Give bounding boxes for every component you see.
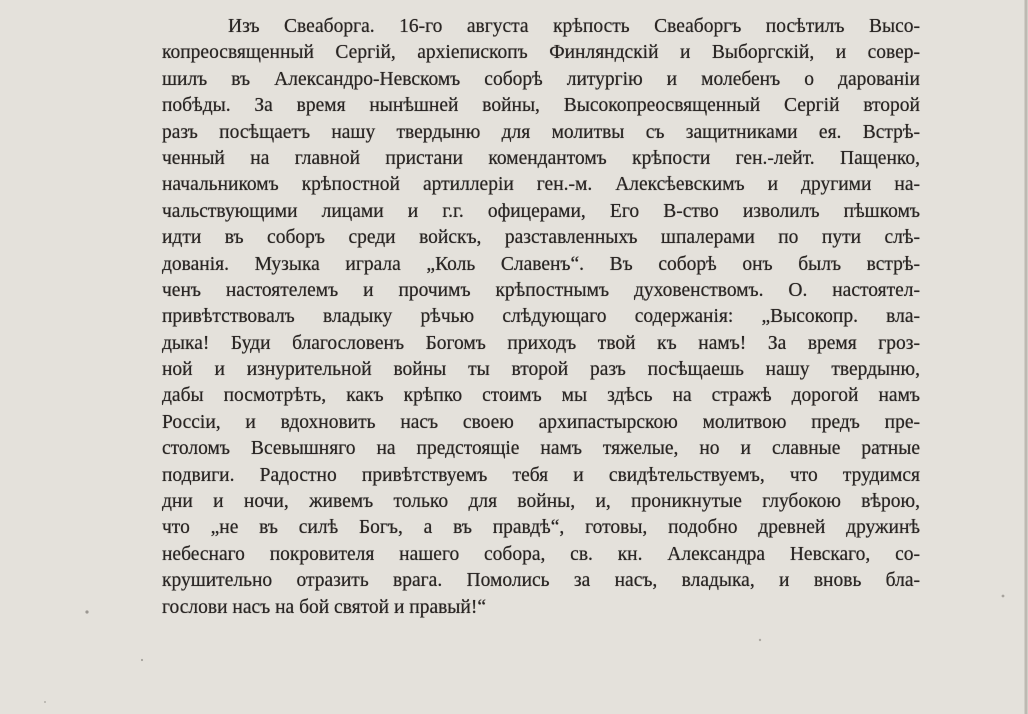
text-line: привѣтствовалъ владыку рѣчью слѣдующаго содержанія: „Высокопр. вла-	[162, 306, 920, 328]
text-line: дыка! Буди благословенъ Богомъ приходъ твой къ намъ! За время гроз-	[162, 332, 920, 354]
text-line: разъ посѣщаетъ нашу твердыню для молитвы съ защитниками ея. Встрѣ-	[162, 121, 920, 143]
article-text	[162, 14, 920, 621]
text-line: копреосвященный Сергій, архіепископъ Финляндскій и Выборгскій, и совер-	[162, 42, 920, 64]
text-line: что „не въ силѣ Богъ, а въ правдѣ“, готовы, подобно древней дружинѣ	[162, 517, 920, 539]
text-line: побѣды. За время нынѣшней войны, Высокопреосвященный Сергій второй	[162, 95, 920, 117]
text-line: чальствующими лицами и г.г. офицерами, Его В-ство изволилъ пѣшкомъ	[162, 200, 920, 222]
text-line: Изъ Свеаборга. 16-го августа крѣпость Свеаборгъ посѣтилъ Высо-	[228, 16, 920, 37]
text-line: крушительно отразить врага. Помолись за насъ, владыка, и вновь бла-	[162, 570, 920, 592]
text-line: ной и изнурительной войны ты второй разъ посѣщаешь нашу твердыню,	[162, 359, 920, 381]
text-line: начальникомъ крѣпостной артиллеріи ген.-м. Алексѣевскимъ и другими на-	[162, 174, 920, 196]
text-line: подвиги. Радостно привѣтствуемъ тебя и свидѣтельствуемъ, что трудимся	[162, 464, 920, 486]
text-line: Россіи, и вдохновить насъ своею архипастырскою молитвою предъ пре-	[162, 411, 920, 433]
text-line: ченный на главной пристани комендантомъ крѣпости ген.-лейт. Пащенко,	[162, 147, 920, 169]
text-line: гослови насъ на бой святой и правый!“	[162, 596, 486, 618]
text-line: идти въ соборъ среди войскъ, разставленныхъ шпалерами по пути слѣ-	[162, 227, 920, 249]
text-line: ченъ настоятелемъ и прочимъ крѣпостнымъ духовенствомъ. О. настоятел-	[162, 279, 920, 301]
text-line: столомъ Всевышняго на предстоящіе намъ тяжелые, но и славные ратные	[162, 438, 920, 460]
text-line: шилъ въ Александро-Невскомъ соборѣ литургію и молебенъ о дарованіи	[162, 68, 920, 90]
text-line: дованія. Музыка играла „Коль Славенъ“. Въ соборѣ онъ былъ встрѣ-	[162, 253, 920, 275]
text-line: дни и ночи, живемъ только для войны, и, проникнутые глубокою вѣрою,	[162, 491, 920, 513]
text-line: дабы посмотрѣть, какъ крѣпко стоимъ мы здѣсь на стражѣ дорогой намъ	[162, 385, 920, 407]
text-line: небеснаго покровителя нашего собора, св. кн. Александра Невскаго, со-	[162, 543, 920, 565]
